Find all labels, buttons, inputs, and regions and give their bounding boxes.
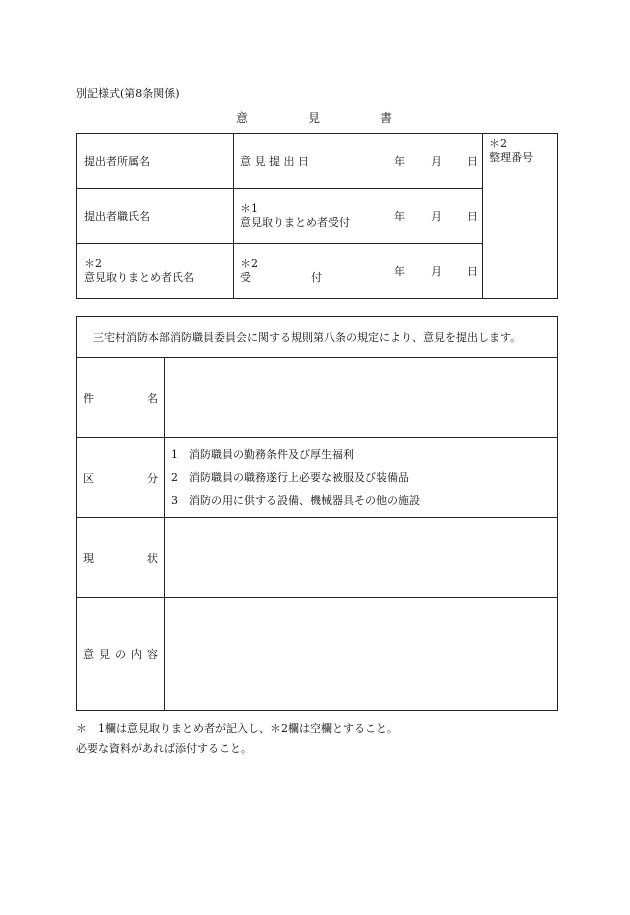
submission-date-field[interactable] [234,134,483,189]
year-unit: 年 [394,155,405,168]
category-option[interactable]: 3 消防の用に供する設備、機械器具その他の施設 [171,494,420,507]
year-unit: 年 [394,265,405,278]
month-unit: 月 [431,155,442,168]
year-unit: 年 [394,210,405,223]
subject-label: 件 名 [77,358,165,438]
footnote: ＊ 1欄は意見取りまとめ者が記入し、＊2欄は空欄とすること。 [76,722,398,735]
coordinator-receipt-label: 意見取りまとめ者受付 [240,216,350,229]
statement-text: 三宅村消防本部消防職員委員会に関する規則第八条の規定により、意見を提出します。 [93,331,522,344]
form-label: 別記様式(第8条関係) [76,87,180,100]
coordinator-name-label: ＊2 意見取りまとめ者氏名 [77,244,234,299]
opinion-table [76,316,558,711]
day-unit: 日 [467,210,478,223]
day-unit: 日 [467,155,478,168]
category-option[interactable]: 1 消防職員の勤務条件及び厚生福利 [171,448,354,461]
opinion-content-label: 意 見 の 内 容 [77,598,165,711]
mark-2: ＊2 [84,257,102,270]
month-unit: 月 [431,265,442,278]
reference-number-label: 整理番号 [489,151,533,164]
coordinator-receipt-field[interactable] [234,189,483,244]
submission-date-label: 意 見 提 出 日 [240,155,309,168]
title-char: 書 [379,111,392,125]
category-field[interactable] [165,438,558,518]
mark-1: ＊1 [240,202,258,215]
mark-2: ＊2 [489,137,507,150]
opinion-content-field[interactable] [165,598,558,711]
subject-field[interactable] [165,358,558,438]
day-unit: 日 [467,265,478,278]
title-char: 意 [236,111,249,125]
submitter-name-label: 提出者職氏名 [77,189,234,244]
form-title [236,109,392,126]
footnote: 必要な資料があれば添付すること。 [76,742,252,755]
receipt-field[interactable] [234,244,483,299]
status-label: 現 状 [77,518,165,598]
month-unit: 月 [431,210,442,223]
header-table [76,133,558,299]
reference-number-cell[interactable] [483,134,558,299]
status-field[interactable] [165,518,558,598]
category-option[interactable]: 2 消防職員の職務遂行上必要な被服及び装備品 [171,471,409,484]
statement-cell [77,317,558,358]
mark-2: ＊2 [240,257,258,270]
title-char: 見 [307,111,320,125]
submitter-affiliation-label: 提出者所属名 [77,134,234,189]
receipt-label: 受 付 [240,271,322,284]
category-label: 区 分 [77,438,165,518]
